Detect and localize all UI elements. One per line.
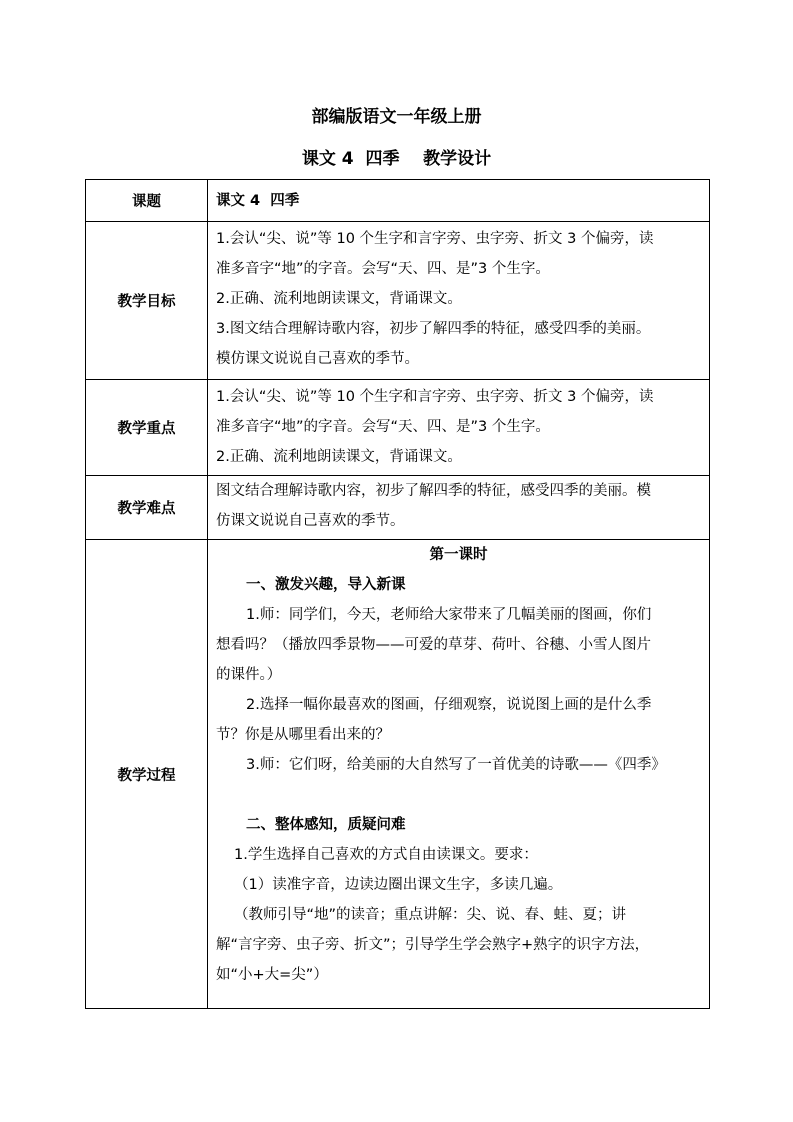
difficulty-line: 仿课文说说自己喜欢的季节。 bbox=[216, 513, 405, 529]
process-line: 3.师：它们呀，给美丽的大自然写了一首优美的诗歌——《四季》 bbox=[246, 757, 666, 773]
process-line: 想看吗？（播放四季景物——可爱的草芽、荷叶、谷穗、小雪人图片 bbox=[216, 637, 651, 653]
objective-line: 准多音字“地”的字音。会写“天、四、是”3 个生字。 bbox=[216, 261, 550, 277]
label-difficulties: 教学难点 bbox=[86, 476, 208, 540]
lesson-plan-table bbox=[85, 179, 710, 1009]
process-line: 的课件。） bbox=[216, 667, 282, 683]
document-subtitle: 课文 4 四季 教学设计 bbox=[301, 149, 492, 169]
process-line: （1）读准字音，边读边圈出课文生字，多读几遍。 bbox=[234, 877, 563, 893]
process-line: 1.师：同学们，今天，老师给大家带来了几幅美丽的图画，你们 bbox=[246, 607, 652, 623]
document-title: 部编版语文一年级上册 bbox=[311, 107, 482, 127]
label-objectives: 教学目标 bbox=[86, 222, 208, 380]
row-topic bbox=[86, 180, 710, 222]
process-line: （教师引导“地”的读音；重点讲解：尖、说、春、蛙、夏；讲 bbox=[234, 907, 627, 923]
key-point-line: 准多音字“地”的字音。会写“天、四、是”3 个生字。 bbox=[216, 419, 550, 435]
key-points-content bbox=[208, 380, 710, 476]
process-line: 如“小+大=尖”） bbox=[216, 967, 328, 983]
key-point-line: 2.正确、流利地朗读课文，背诵课文。 bbox=[216, 449, 462, 465]
process-content bbox=[208, 540, 710, 1009]
row-difficulties bbox=[86, 476, 710, 540]
topic-value: 课文 4 四季 bbox=[208, 180, 710, 222]
label-topic: 课题 bbox=[86, 180, 208, 222]
objectives-content bbox=[208, 222, 710, 380]
objective-line: 3.图文结合理解诗歌内容，初步了解四季的特征，感受四季的美丽。 bbox=[216, 321, 651, 337]
process-line: 解“言字旁、虫子旁、折文”；引导学生学会熟字+熟字的识字方法， bbox=[216, 937, 650, 953]
row-objectives bbox=[86, 222, 710, 380]
objective-line: 2.正确、流利地朗读课文，背诵课文。 bbox=[216, 291, 462, 307]
section-heading: 二、整体感知，质疑问难 bbox=[246, 817, 406, 833]
label-process: 教学过程 bbox=[86, 540, 208, 1009]
key-point-line: 1.会认“尖、说”等 10 个生字和言字旁、虫字旁、折文 3 个偏旁，读 bbox=[216, 389, 654, 405]
process-line: 2.选择一幅你最喜欢的图画，仔细观察，说说图上画的是什么季 bbox=[246, 697, 652, 713]
blank-line bbox=[216, 780, 701, 810]
process-line: 节？你是从哪里看出来的？ bbox=[216, 727, 390, 743]
objective-line: 1.会认“尖、说”等 10 个生字和言字旁、虫字旁、折文 3 个偏旁，读 bbox=[216, 231, 654, 247]
label-key-points: 教学重点 bbox=[86, 380, 208, 476]
row-key-points bbox=[86, 380, 710, 476]
process-line: 1.学生选择自己喜欢的方式自由读课文。要求： bbox=[234, 847, 538, 863]
difficulties-content bbox=[208, 476, 710, 540]
section-heading: 一、激发兴趣，导入新课 bbox=[246, 577, 406, 593]
objective-line: 模仿课文说说自己喜欢的季节。 bbox=[216, 351, 419, 367]
lesson-heading: 第一课时 bbox=[429, 547, 488, 563]
row-process bbox=[86, 540, 710, 1009]
difficulty-line: 图文结合理解诗歌内容，初步了解四季的特征，感受四季的美丽。模 bbox=[216, 483, 651, 499]
